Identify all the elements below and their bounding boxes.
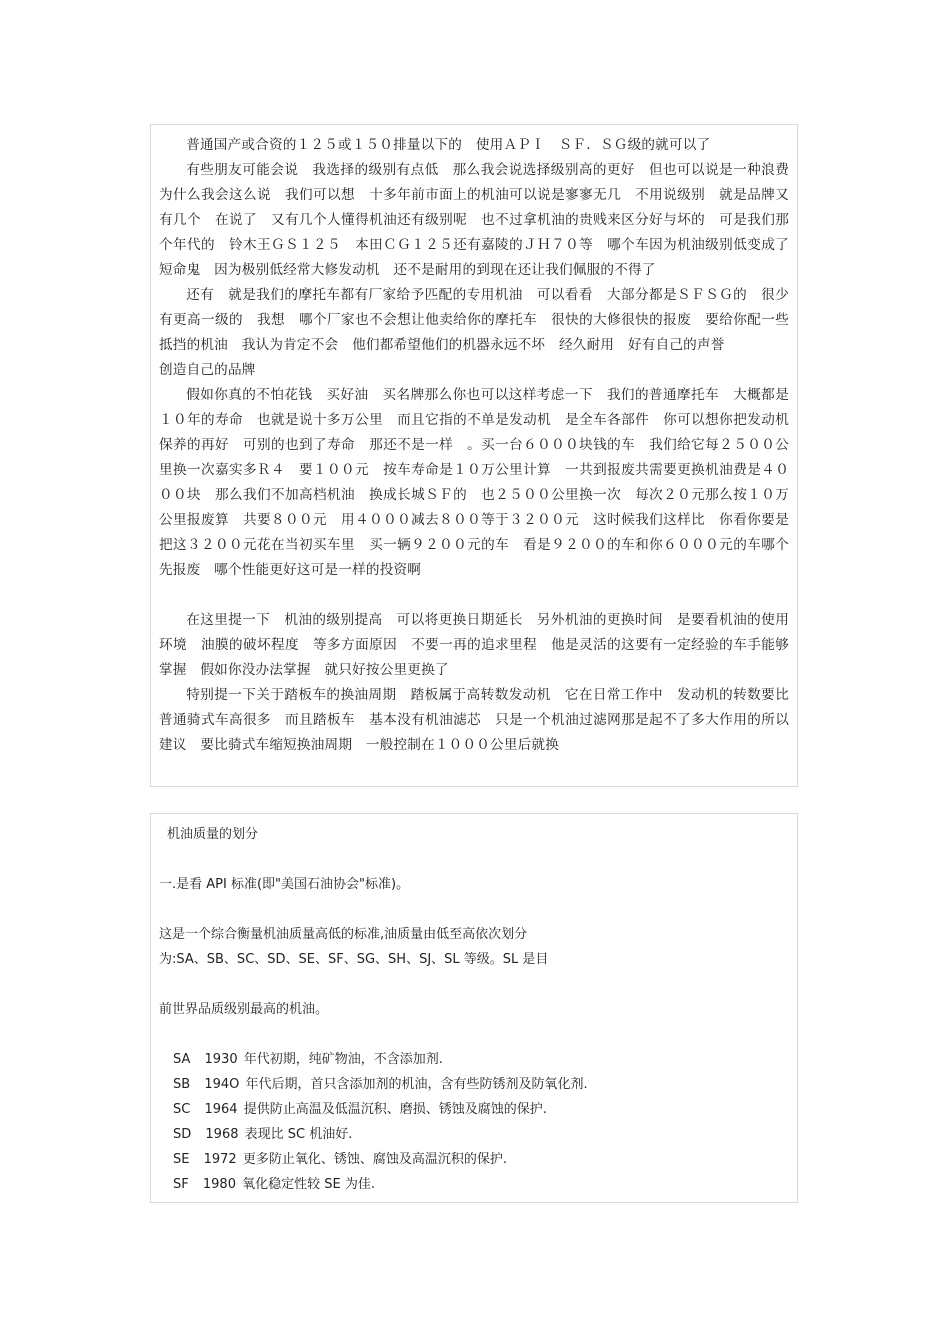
grade-code: SD <box>173 1127 192 1142</box>
paragraph-scooter: 特别提一下关于踏板车的换油周期 踏板属于高转数发动机 它在日常工作中 发动机的转数要比普通骑式车高很多 而且踏板车 基本没有机油滤芯 只是一个机油过滤网那是起不了多大作用的所以建议 要比骑式车缩短换油周期 一般控制在１０００公里后就换 <box>159 687 789 753</box>
grade-code: SE <box>173 1152 190 1167</box>
paragraph-grade-opinion: 有些朋友可能会说 我选择的级别有点低 那么我会说选择级别高的更好 但也可以说是一种浪费 为什么我会这么说 我们可以想 十多年前市面上的机油可以说是寥寥无几 不用说级别 就是品牌又有几个 在说了 又有几个人懂得机油还有级别呢 也不过拿机油的贵贱来区分好与坏的 可是我们那个年代的 铃木王ＧＳ１２５ 本田ＣＧ１２５还有嘉陵的ＪＨ７０等 哪个车因为机油级别低变成了短命鬼 因为极别低经常大修发动机 还不是耐用的到现在还让我们佩服的不得了 <box>159 162 803 278</box>
api-intro: 一.是看 API 标准(即"美国石油协会"标准)。 <box>159 877 410 892</box>
grade-description: 年代后期，首只含添加剂的机油，含有些防锈剂及防氧化剂. <box>245 1077 588 1092</box>
section-heading: 机油质量的划分 <box>167 827 259 842</box>
grade-code: SA <box>173 1052 191 1067</box>
paragraph-cost-comparison: 假如你真的不怕花钱 买好油 买名牌那么你也可以这样考虑一下 我们的普通摩托车 大概都是１０年的寿命 也就是说十多万公里 而且它指的不单是发动机 是全车各部件 你可以想你把发动机保养的再好 可别的也到了寿命 那还不是一样 。买一台６０００块钱的车 我们给它每２５００公里换一次嘉实多Ｒ４ 要１００元 按车寿命是１０万公里计算 一共到报废共需要更换机油费是４０００块 那么我们不加高档机油 换成长城ＳＦ的 也２５００公里换一次 每次２０元那么按１０万公里报废算 共要８００元 用４０００减去８００等于３２００元 这时候我们这样比 你看你要是把这３２００元花在当初买车里 买一辆９２００元的车 看是９２００的车和你６０００元的车哪个先报废 哪个性能更好这可是一样的投资啊 <box>159 387 789 578</box>
grade-row-sf <box>173 1172 789 1197</box>
article-panel <box>150 124 803 787</box>
grade-year: 194O <box>204 1077 240 1092</box>
paragraph-change-interval: 在这里提一下 机油的级别提高 可以将更换日期延长 另外机油的更换时间 是要看机油的使用环境 油膜的破坏程度 等多方面原因 不要一再的追求里程 他是灵活的这要有一定经验的车手能够掌握 假如你没办法掌握 就只好按公里更换了 <box>159 612 789 678</box>
grade-code: SF <box>173 1177 189 1192</box>
spacer <box>159 897 789 922</box>
grade-list <box>159 1047 789 1197</box>
grade-description: 提供防止高温及低温沉积、磨损、锈蚀及腐蚀的保护. <box>243 1102 547 1117</box>
spacer <box>159 847 789 872</box>
spacer <box>159 972 789 997</box>
grade-year: 1968 <box>205 1127 239 1142</box>
paragraph-gap <box>159 583 789 608</box>
grade-description: 氧化稳定性较 SE 为佳. <box>242 1177 375 1192</box>
grade-description: 更多防止氧化、锈蚀、腐蚀及高温沉积的保护. <box>242 1152 507 1167</box>
paragraph-brand-line: 创造自己的品牌 <box>159 362 256 378</box>
grade-description: 年代初期，纯矿物油，不含添加剂. <box>243 1052 443 1067</box>
paragraph-intro: 普通国产或合资的１２５或１５０排量以下的 使用ＡＰＩ ＳＦ．ＳＧ级的就可以了 <box>186 137 711 153</box>
grade-year: 1964 <box>204 1102 238 1117</box>
grade-row-sa <box>173 1047 789 1072</box>
grade-row-sc <box>173 1097 789 1122</box>
api-desc-line-3: 前世界品质级别最高的机油。 <box>159 1002 329 1017</box>
grade-code: SB <box>173 1077 191 1092</box>
oil-grade-panel <box>150 813 798 1203</box>
api-desc-line-2: 为:SA、SB、SC、SD、SE、SF、SG、SH、SJ、SL 等级。SL 是目 <box>159 952 549 967</box>
grade-row-se <box>173 1147 789 1172</box>
grade-row-sd <box>173 1122 789 1147</box>
grade-year: 1980 <box>202 1177 236 1192</box>
paragraph-factory-oil: 还有 就是我们的摩托车都有厂家给予匹配的专用机油 可以看看 大部分都是ＳＦＳＧ的 很少有更高一级的 我想 哪个厂家也不会想让他卖给你的摩托车 很快的大修很快的报废 要给你配一些抵挡的机油 我认为肯定不会 他们都希望他们的机器永远不坏 经久耐用 好有自己的声誉 <box>159 287 789 353</box>
spacer <box>159 1022 789 1047</box>
grade-year: 1930 <box>204 1052 238 1067</box>
grade-row-sb <box>173 1072 789 1097</box>
grade-description: 表现比 SC 机油好. <box>244 1127 353 1142</box>
api-desc-line-1: 这是一个综合衡量机油质量高低的标准,油质量由低至高依次划分 <box>159 927 528 942</box>
grade-year: 1972 <box>203 1152 237 1167</box>
grade-code: SC <box>173 1102 191 1117</box>
